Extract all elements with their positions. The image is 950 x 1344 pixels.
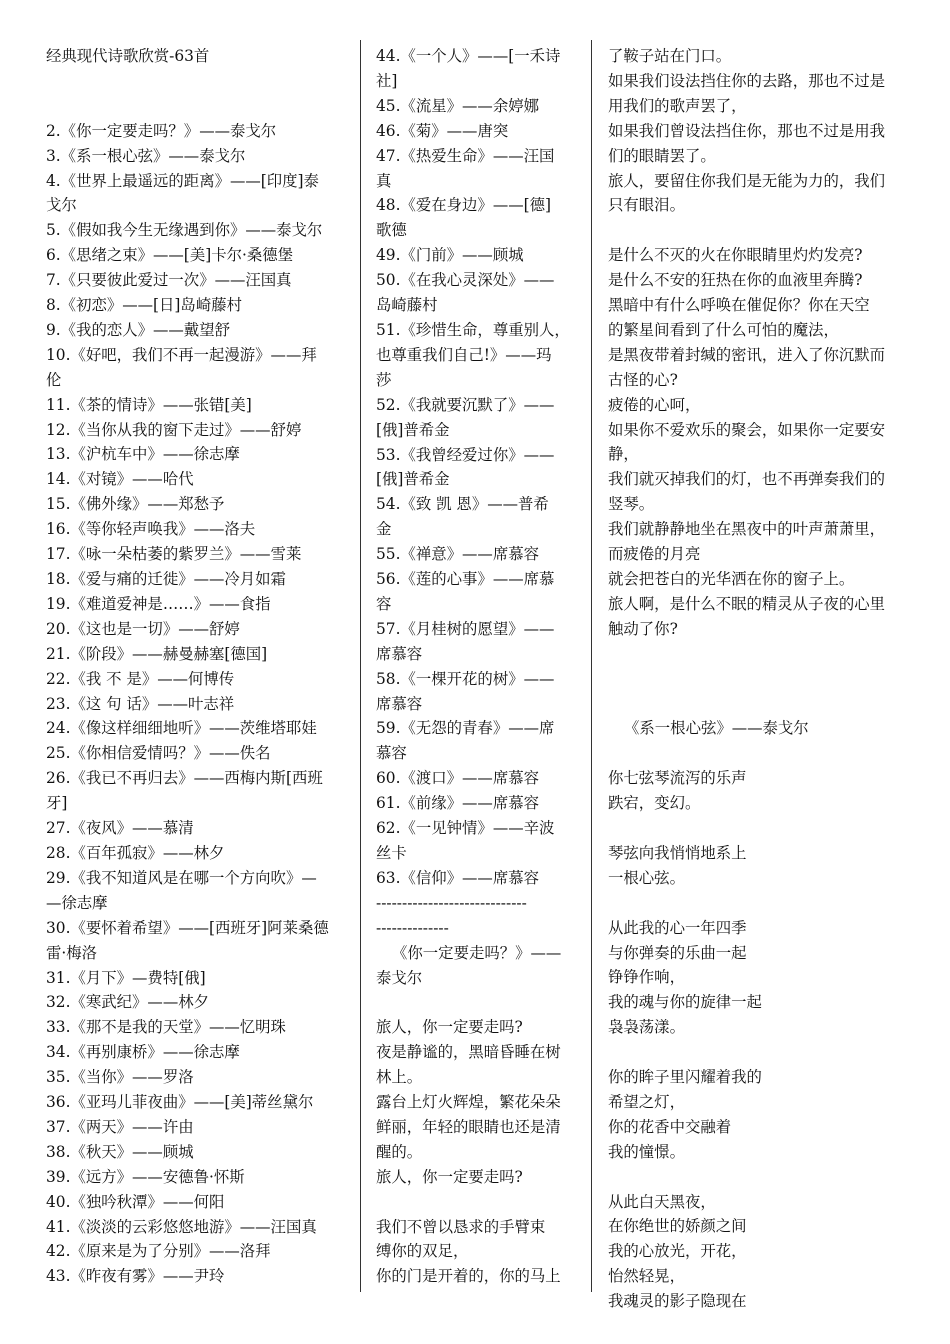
- toc-entry-line: 8.《初恋》——[日]岛崎藤村: [46, 296, 242, 315]
- toc-entry-line: 席慕容: [376, 694, 423, 713]
- toc-entry-line: 36.《亚玛儿菲夜曲》——[美]蒂丝黛尔: [46, 1093, 314, 1112]
- toc-entry-line: 46.《菊》——唐突: [376, 121, 509, 140]
- poem-line: 我的憧憬。: [608, 1142, 685, 1161]
- poem-line: 露台上灯火辉煌，繁花朵朵: [376, 1093, 561, 1112]
- toc-entry-line: 34.《再别康桥》——徐志摩: [46, 1043, 240, 1062]
- poem-line: 是黑夜带着封缄的密讯，进入了你沉默而: [608, 345, 886, 364]
- toc-entry-line: 席慕容: [376, 644, 423, 663]
- toc-entry-line: 28.《百年孤寂》——林夕: [46, 843, 225, 862]
- poem-line: 在你绝世的娇颜之间: [608, 1217, 747, 1236]
- poem-line: 旅人，你一定要走吗?: [376, 1167, 523, 1186]
- poem-line: 一根心弦。: [608, 868, 685, 887]
- poem-title: 《系一根心弦》——泰戈尔: [624, 719, 809, 738]
- poem-line: 我的魂与你的旋律一起: [608, 993, 762, 1012]
- poem-stanza: [608, 243, 908, 642]
- toc-entry-line: 丝卡: [376, 844, 407, 862]
- toc-entry-line: 容: [376, 594, 392, 613]
- poem-line: 袅袅荡漾。: [608, 1018, 685, 1037]
- toc-entry-line: [俄]普希金: [376, 470, 450, 489]
- poem-line: 林上。: [376, 1068, 423, 1087]
- toc-entry-line: 31.《月下》—费特[俄]: [46, 968, 206, 987]
- poem-line: 是什么不安的狂热在你的血液里奔腾?: [608, 271, 863, 290]
- toc-entry-line: 58.《一棵开花的树》——: [376, 669, 555, 688]
- toc-entry-line: 37.《两天》——许由: [46, 1117, 194, 1136]
- toc-entry-line: 戈尔: [46, 196, 77, 215]
- toc-entry-line: 伦: [46, 370, 62, 389]
- spacer: [608, 1165, 908, 1190]
- toc-entry-line: 51.《珍惜生命，尊重别人，: [376, 320, 570, 339]
- toc-entry-line: 45.《流星》——余婷娜: [376, 96, 539, 115]
- toc-entry-line: 33.《那不是我的天堂》——忆明珠: [46, 1018, 286, 1037]
- poem-line: 跌宕，变幻。: [608, 794, 701, 813]
- poem-line: 琴弦向我悄悄地系上: [608, 843, 747, 862]
- toc-entry-line: 7.《只要彼此爱过一次》——汪国真: [46, 271, 292, 290]
- toc-entry-line: 62.《一见钟情》——辛波: [376, 819, 555, 838]
- document-title: 经典现代诗歌欣赏-63首: [46, 47, 210, 65]
- spacer: [376, 990, 576, 1015]
- spacer: [608, 816, 908, 841]
- spacer: [608, 642, 908, 692]
- column-1: [46, 44, 346, 1289]
- poem-line: 们的眼睛罢了。: [608, 146, 716, 165]
- toc-entry-line: 雷·梅洛: [46, 943, 98, 962]
- poem-line: 从此我的心一年四季: [608, 918, 747, 937]
- poem-body: [608, 766, 908, 1314]
- spacer: [608, 741, 908, 766]
- poem-line: 黑暗中有什么呼唤在催促你？你在天空: [608, 296, 870, 315]
- toc-entry-line: 21.《阶段》——赫曼赫塞[德国]: [46, 644, 268, 663]
- toc-entry-line: 金: [376, 520, 392, 539]
- poem-title: 《你一定要走吗？》——: [392, 943, 562, 962]
- toc-entry-line: 59.《无怨的青春》——席: [376, 719, 555, 738]
- toc-entry-line: 56.《莲的心事》——席慕: [376, 570, 555, 589]
- toc-entry-line: 27.《夜风》——慕清: [46, 819, 194, 838]
- toc-entry-line: 11.《茶的情诗》——张错[美]: [46, 395, 252, 414]
- poem-line: 了鞍子站在门口。: [608, 47, 732, 65]
- toc-entry-line: 26.《我已不再归去》——西梅内斯[西班: [46, 769, 323, 788]
- toc-entry-line: 2.《你一定要走吗？》——泰戈尔: [46, 121, 277, 140]
- toc-entry-line: 真: [376, 171, 392, 190]
- poem-stanza: [376, 1215, 576, 1290]
- toc-entry-line: 10.《好吧，我们不再一起漫游》——拜: [46, 345, 317, 364]
- poem-line: 只有眼泪。: [608, 196, 685, 215]
- toc-entry-line: 社]: [376, 71, 398, 90]
- toc-entry-line: 42.《原来是为了分别》——洛拜: [46, 1242, 271, 1261]
- poem-line: 你的门是开着的，你的马上: [376, 1267, 561, 1286]
- poem-line: 古怪的心?: [608, 370, 678, 389]
- toc-entry-line: 24.《像这样细细地听》——茨维塔耶娃: [46, 719, 317, 738]
- poem-line: 静，: [608, 445, 639, 464]
- poem-line: 希望之灯，: [608, 1092, 685, 1111]
- poem-line: 夜是静谧的，黑暗昏睡在树: [376, 1043, 561, 1062]
- toc-entry-line: 32.《寒武纪》——林夕: [46, 993, 209, 1012]
- toc-entry-line: 25.《你相信爱情吗？》——佚名: [46, 744, 271, 763]
- poem-line: 从此白天黑夜，: [608, 1192, 716, 1211]
- spacer: [608, 218, 908, 243]
- toc-entry-line: 5.《假如我今生无缘遇到你》——泰戈尔: [46, 221, 323, 240]
- toc-entry-line: 55.《禅意》——席慕容: [376, 545, 539, 564]
- toc-entry-line: 17.《咏一朵枯萎的紫罗兰》——雪莱: [46, 545, 302, 564]
- toc-entry-line: 61.《前缘》——席慕容: [376, 794, 539, 813]
- poem-line: 旅人啊，是什么不眠的精灵从子夜的心里: [608, 594, 886, 613]
- poem-line: 我的心放光，开花，: [608, 1242, 747, 1261]
- table-of-contents-part-2: [376, 44, 576, 891]
- toc-entry-line: 岛崎藤村: [376, 296, 438, 315]
- poem-line: 触动了你?: [608, 619, 678, 638]
- poem-line: 你的花香中交融着: [608, 1117, 732, 1136]
- spacer: [46, 69, 346, 119]
- toc-entry-line: 19.《难道爱神是……》——食指: [46, 594, 271, 613]
- toc-entry-line: 52.《我就要沉默了》——: [376, 395, 555, 414]
- poem-line: 疲倦的心呵，: [608, 395, 701, 414]
- poem-line: 如果你不爱欢乐的聚会，如果你一定要安: [608, 420, 886, 439]
- toc-entry-line: 57.《月桂树的愿望》——: [376, 619, 555, 638]
- column-divider: [591, 40, 592, 1292]
- poem-line: 就会把苍白的光华洒在你的窗子上。: [608, 570, 855, 589]
- spacer: [608, 1040, 908, 1065]
- poem-stanza: [608, 44, 908, 218]
- poem-line: 的繁星间看到了什么可怕的魔法，: [608, 320, 839, 339]
- toc-entry-line: 50.《在我心灵深处》——: [376, 271, 555, 290]
- poem-line: 鲜丽，年轻的眼睛也还是清: [376, 1117, 561, 1136]
- spacer: [376, 1190, 576, 1215]
- column-3: [608, 44, 908, 1314]
- toc-entry-line: 47.《热爱生命》——汪国: [376, 146, 555, 165]
- poem-line: 你的眸子里闪耀着我的: [608, 1068, 762, 1087]
- toc-entry-line: 54.《致 凯 恩》——普希: [376, 495, 549, 514]
- toc-entry-line: 35.《当你》——罗洛: [46, 1068, 194, 1087]
- toc-entry-line: 22.《我 不 是》——何博传: [46, 669, 235, 688]
- poem-line: 我们就灭掉我们的灯，也不再弹奏我们的: [608, 470, 886, 489]
- toc-entry-line: 30.《要怀着希望》——[西班牙]阿莱桑德: [46, 918, 329, 937]
- toc-entry-line: [俄]普希金: [376, 420, 450, 439]
- poem-title-author: 泰戈尔: [376, 968, 423, 987]
- toc-entry-line: 38.《秋天》——顾城: [46, 1142, 194, 1161]
- toc-entry-line: 歌德: [376, 221, 407, 240]
- poem-stanza: [376, 1015, 576, 1189]
- toc-entry-line: 20.《这也是一切》——舒婷: [46, 619, 240, 638]
- toc-entry-line: 也尊重我们自己!》——玛: [376, 345, 552, 364]
- toc-entry-line: 60.《渡口》——席慕容: [376, 769, 539, 788]
- toc-entry-line: 16.《等你轻声唤我》——洛夫: [46, 520, 256, 539]
- toc-entry-line: 14.《对镜》——哈代: [46, 470, 194, 489]
- column-divider: [360, 40, 361, 1292]
- toc-entry-line: 63.《信仰》——席慕容: [376, 868, 539, 887]
- poem-line: 旅人，要留住你我们是无能为力的，我们: [608, 171, 886, 190]
- poem-line: 而疲倦的月亮: [608, 545, 701, 564]
- poem-line: 铮铮作响，: [608, 968, 685, 987]
- toc-entry-line: 12.《当你从我的窗下走过》——舒婷: [46, 420, 302, 439]
- toc-entry-line: 29.《我不知道风是在哪一个方向吹》—: [46, 868, 317, 887]
- toc-entry-line: 43.《昨夜有雾》——尹玲: [46, 1267, 225, 1286]
- poem-line: 我们就静静地坐在黑夜中的叶声萧萧里，: [608, 520, 886, 539]
- poem-line: 你七弦琴流泻的乐声: [608, 769, 747, 788]
- spacer: [608, 692, 908, 717]
- toc-entry-line: —徐志摩: [46, 893, 108, 912]
- toc-entry-line: 41.《淡淡的云彩悠悠地游》——汪国真: [46, 1217, 317, 1236]
- column-2: [376, 44, 576, 1289]
- poem-line: 如果我们设法挡住你的去路，那也不过是: [608, 71, 886, 90]
- poem-line: 我魂灵的影子隐现在: [608, 1292, 747, 1311]
- poem-line: 是什么不灭的火在你眼睛里灼灼发亮?: [608, 246, 863, 265]
- toc-entry-line: 39.《远方》——安德鲁·怀斯: [46, 1167, 245, 1186]
- toc-entry-line: 23.《这 句 话》——叶志祥: [46, 694, 235, 713]
- toc-entry-line: 13.《沪杭车中》——徐志摩: [46, 445, 240, 464]
- poem-line: 旅人，你一定要走吗?: [376, 1018, 523, 1037]
- poem-line: 与你弹奏的乐曲一起: [608, 943, 747, 962]
- toc-entry-line: 49.《门前》——顾城: [376, 246, 524, 265]
- separator-line: -----------------------------: [376, 893, 527, 912]
- toc-entry-line: 53.《我曾经爱过你》——: [376, 445, 555, 464]
- poem-line: 用我们的歌声罢了，: [608, 96, 747, 115]
- poem-line: 我们不曾以恳求的手臂束: [376, 1217, 546, 1236]
- poem-line: 如果我们曾设法挡住你，那也不过是用我: [608, 121, 886, 140]
- toc-entry-line: 3.《系一根心弦》——泰戈尔: [46, 146, 246, 165]
- poem-line: 怡然轻晃，: [608, 1267, 685, 1286]
- separator-line: --------------: [376, 918, 449, 937]
- toc-entry-line: 15.《佛外缘》——郑愁予: [46, 495, 225, 514]
- table-of-contents-part-1: [46, 119, 346, 1290]
- poem-line: 醒的。: [376, 1142, 423, 1161]
- toc-entry-line: 4.《世界上最遥远的距离》——[印度]泰: [46, 171, 319, 190]
- toc-entry-line: 44.《一个人》——[一禾诗: [376, 47, 561, 65]
- poem-line: 竖琴。: [608, 495, 655, 514]
- spacer: [608, 891, 908, 916]
- toc-entry-line: 48.《爱在身边》——[德]: [376, 196, 552, 215]
- poem-line: 缚你的双足，: [376, 1242, 469, 1261]
- toc-entry-line: 40.《独吟秋潭》——何阳: [46, 1192, 225, 1211]
- toc-entry-line: 牙]: [46, 794, 68, 813]
- toc-entry-line: 18.《爱与痛的迁徙》——冷月如霜: [46, 570, 286, 589]
- toc-entry-line: 6.《思绪之束》——[美]卡尔·桑德堡: [46, 246, 294, 265]
- toc-entry-line: 莎: [376, 370, 392, 389]
- toc-entry-line: 慕容: [376, 744, 407, 763]
- toc-entry-line: 9.《我的恋人》——戴望舒: [46, 320, 230, 339]
